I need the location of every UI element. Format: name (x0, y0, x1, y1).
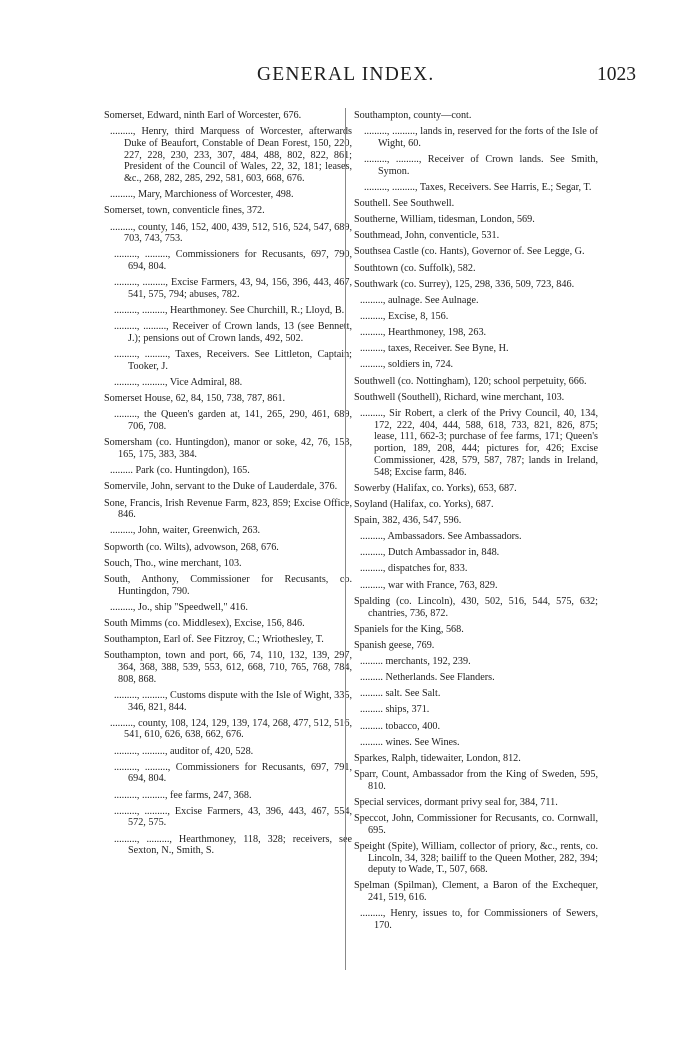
index-entry: ........., Henry, third Marquess of Worcester, afterwards Duke of Beaufort, Constable of Dean Forest, 150, 220, 227, 228, 230, 233, 307, 484, 488, 802, 822, 861; President of the Council of Wales, 22, 32, 181; leases, &c., 268, 282, 285, 292, 581, 603, 668, 676. (110, 126, 352, 185)
index-entry: ........., county, 146, 152, 400, 439, 512, 516, 524, 547, 689, 703, 743, 753. (110, 221, 352, 245)
index-entry: Special services, dormant privy seal for, 384, 711. (354, 796, 558, 808)
index-entry: ........., county, 108, 124, 129, 139, 174, 268, 477, 512, 516, 541, 610, 626, 638, 662, 676. (110, 717, 352, 741)
index-entry: Southtown (co. Suffolk), 582. (354, 262, 476, 274)
index-entry: Speight (Spite), William, collector of priory, &c., rents, co. Lincoln, 34, 328; bailiff to the Queen Mother, 282, 394; deputy to Wade, T., 507, 668. (354, 840, 598, 876)
index-entry: Spelman (Spilman), Clement, a Baron of the Exchequer, 241, 519, 616. (354, 880, 598, 904)
index-entry: Somerset House, 62, 84, 150, 738, 787, 861. (104, 393, 286, 405)
index-entry: Sone, Francis, Irish Revenue Farm, 823, 859; Excise Office, 846. (104, 497, 352, 521)
index-entry: Somerset, town, conventicle fines, 372. (104, 205, 265, 217)
index-entry: ........., Ambassadors. See Ambassadors. (360, 531, 522, 543)
index-entry: Southsea Castle (co. Hants), Governor of. See Legge, G. (354, 246, 585, 258)
index-entry: ........., Dutch Ambassador in, 848. (360, 547, 500, 559)
index-entry: Sparkes, Ralph, tidewaiter, London, 812. (354, 752, 521, 764)
index-entry: ........., Hearthmoney, 198, 263. (360, 327, 487, 339)
index-entry: ........., taxes, Receiver. See Byne, H. (360, 343, 509, 355)
index-entry: ........., ........., Hearthmoney, 118, 328; receivers, see Sexton, N., Smith, S. (114, 833, 352, 857)
index-entry: Sowerby (Halifax, co. Yorks), 653, 687. (354, 482, 517, 494)
index-entry: ........., ........., auditor of, 420, 528. (114, 745, 254, 757)
index-entry: ........., ........., Receiver of Crown lands. See Smith, Symon. (364, 154, 598, 177)
index-entry: Souch, Tho., wine merchant, 103. (104, 557, 242, 569)
index-entry: ........., ........., Hearthmoney. See Churchill, R.; Lloyd, B. (114, 305, 345, 317)
index-entry: ........., ........., fee farms, 247, 368. (114, 789, 252, 801)
index-column-right (354, 110, 598, 936)
index-entry: ........., ........., Excise Farmers, 43, 94, 156, 396, 443, 467, 541, 575, 794; abuses, 782. (114, 277, 352, 301)
index-entry: Sopworth (co. Wilts), advowson, 268, 676. (104, 541, 279, 553)
index-entry: Spalding (co. Lincoln), 430, 502, 516, 544, 575, 632; chantries, 736, 872. (354, 595, 598, 619)
index-entry: Sparr, Count, Ambassador from the King of Sweden, 595, 810. (354, 768, 598, 792)
index-entry: ........., war with France, 763, 829. (360, 579, 498, 591)
index-entry: ........., ........., Receiver of Crown lands, 13 (see Bennett, J.); pensions out of Crown lands, 492, 502. (114, 321, 352, 345)
index-entry: ........., Henry, issues to, for Commissioners of Sewers, 170. (360, 908, 598, 932)
index-entry: ........., John, waiter, Greenwich, 263. (110, 525, 261, 537)
index-entry: ........., dispatches for, 833. (360, 563, 468, 575)
index-entry: Soyland (Halifax, co. Yorks), 687. (354, 498, 494, 510)
index-entry: ........., the Queen's garden at, 141, 265, 290, 461, 689, 706, 708. (114, 409, 352, 433)
index-entry: Southampton, town and port, 66, 74, 110, 132, 139, 297, 364, 368, 388, 539, 553, 612, 668, 710, 765, 768, 784, 808, 868. (104, 650, 352, 685)
index-entry: ........., Sir Robert, a clerk of the Privy Council, 40, 134, 172, 222, 404, 444, 588, 618, 733, 821, 826, 875; lease, 111, 662-3; purchase of fee farms, 171; Queen's portion, 189, 208, 444; pictures for, 426; Excise Commissioner, 428, 579, 587, 787; lands in Ireland, 548; Excise farm, 846. (360, 407, 598, 478)
index-entry: ........., Mary, Marchioness of Worcester, 498. (110, 189, 294, 201)
index-entry: ........., soldiers in, 724. (360, 359, 454, 371)
index-entry: Southmead, John, conventicle, 531. (354, 230, 500, 242)
page-number: 1023 (597, 64, 636, 85)
index-entry: ........., ........., Vice Admiral, 88. (114, 377, 243, 389)
index-entry: Southwell (co. Nottingham), 120; school perpetuity, 666. (354, 375, 587, 387)
index-entry: Southwark (co. Surrey), 125, 298, 336, 509, 723, 846. (354, 278, 575, 290)
index-entry: Somervile, John, servant to the Duke of Lauderdale, 376. (104, 481, 338, 493)
index-entry: Speccot, John, Commissioner for Recusants, co. Cornwall, 695. (354, 812, 598, 836)
index-entry: ......... Park (co. Huntingdon), 165. (110, 465, 250, 477)
index-entry: ........., ........., lands in, reserved for the forts of the Isle of Wight, 60. (364, 126, 598, 149)
index-entry: ........., ........., Commissioners for Recusants, 697, 790, 694, 804. (114, 249, 352, 273)
index-entry: ........., Excise, 8, 156. (360, 311, 449, 323)
index-entry: Somerset, Edward, ninth Earl of Worcester, 676. (104, 110, 302, 121)
index-entry: ......... ships, 371. (360, 704, 430, 716)
index-entry: Southampton, county—cont. (354, 110, 472, 121)
index-column-left (104, 110, 352, 862)
index-entry: ........., ........., Excise Farmers, 43, 396, 443, 467, 554, 572, 575. (114, 805, 352, 829)
index-entry: ......... wines. See Wines. (360, 736, 460, 748)
index-entry: Southell. See Southwell. (354, 198, 455, 210)
index-entry: ........., ........., Taxes, Receivers. See Harris, E.; Segar, T. (364, 181, 592, 193)
index-entry: South Mimms (co. Middlesex), Excise, 156, 846. (104, 617, 305, 629)
index-entry: ........., Jo., ship "Speedwell," 416. (110, 601, 248, 613)
column-divider (345, 108, 346, 970)
index-entry: ......... Netherlands. See Flanders. (360, 672, 495, 684)
index-entry: South, Anthony, Commissioner for Recusants, co. Huntingdon, 790. (104, 573, 352, 597)
index-entry: ........., ........., Commissioners for Recusants, 697, 791, 694, 804. (114, 761, 352, 785)
index-entry: Spain, 382, 436, 547, 596. (354, 515, 462, 527)
index-entry: Spanish geese, 769. (354, 639, 435, 651)
page-header (0, 64, 674, 94)
index-entry: ........., ........., Taxes, Receivers. See Littleton, Captain; Tooker, J. (114, 349, 352, 373)
index-entry: Southwell (Southell), Richard, wine merchant, 103. (354, 391, 565, 403)
index-entry: Spaniels for the King, 568. (354, 623, 464, 635)
index-entry: ......... salt. See Salt. (360, 688, 441, 700)
index-entry: ........., ........., Customs dispute with the Isle of Wight, 335, 346, 821, 844. (114, 689, 352, 713)
index-entry: ........., aulnage. See Aulnage. (360, 294, 479, 306)
index-entry: Southampton, Earl of. See Fitzroy, C.; Wriothesley, T. (104, 633, 324, 645)
index-entry: Somersham (co. Huntingdon), manor or soke, 42, 76, 153, 165, 175, 383, 384. (104, 437, 352, 461)
index-entry: Southerne, William, tidesman, London, 569. (354, 214, 535, 226)
index-entry: ......... tobacco, 400. (360, 720, 441, 732)
running-title: GENERAL INDEX. (257, 64, 435, 85)
index-entry: ......... merchants, 192, 239. (360, 655, 471, 667)
